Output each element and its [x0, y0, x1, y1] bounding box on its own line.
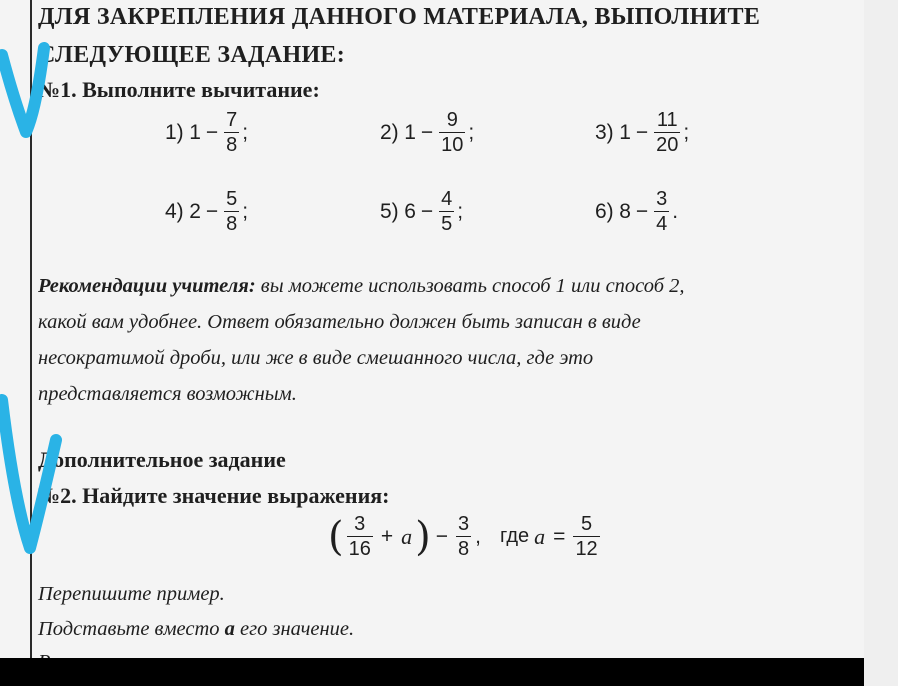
- task2-expression: ( $\frac{3}{16}$ + a ) − $\frac{3}{8}$ , где a = $\frac{5}{12}$: [328, 513, 598, 560]
- fraction: $\frac{4}{5}$: [441, 188, 453, 235]
- fraction: $\frac{11}{20}$: [656, 109, 679, 156]
- extra-task-title: Дополнительное задание: [38, 447, 286, 472]
- exercise-5: 5) 6 − $\frac{4}{5}$ ;: [380, 188, 464, 235]
- fraction: $\frac{3}{8}$: [458, 513, 470, 560]
- bottom-bar: [0, 658, 864, 686]
- exercise-3: 3) 1 − $\frac{11}{20}$ ;: [595, 109, 690, 156]
- task1-title: №1. Выполните вычитание:: [38, 77, 320, 102]
- fraction: $\frac{5}{12}$: [575, 513, 598, 560]
- teacher-recommendation: Рекомендации учителя: вы можете использовать способ 1 или способ 2, какой вам удобнее. Ответ обязательно должен быть записан в виде несократимой дроби, или же в виде смешанного числа, где это представляется возможным.: [38, 275, 685, 405]
- margin-line: [30, 0, 32, 658]
- fraction: $\frac{3}{4}$: [656, 188, 668, 235]
- instruction-2: Подставьте вместо a его значение.: [38, 618, 355, 640]
- exercise-2: 2) 1 − $\frac{9}{10}$ ;: [380, 109, 475, 156]
- fraction: $\frac{9}{10}$: [441, 109, 464, 156]
- fraction: $\frac{5}{8}$: [226, 188, 238, 235]
- recommendation-label: Рекомендации учителя:: [38, 275, 256, 297]
- exercise-6: 6) 8 − $\frac{3}{4}$ .: [595, 188, 679, 235]
- fraction: $\frac{3}{16}$: [348, 513, 371, 560]
- task2-title: №2. Найдите значение выражения:: [38, 483, 390, 508]
- heading-line-1: ДЛЯ ЗАКРЕПЛЕНИЯ ДАННОГО МАТЕРИАЛА, ВЫПОЛНИТЕ: [38, 4, 761, 30]
- exercise-4: 4) 2 − $\frac{5}{8}$ ;: [165, 188, 249, 235]
- heading-line-2: СЛЕДУЮЩЕЕ ЗАДАНИЕ:: [38, 42, 346, 68]
- exercise-1: 1) 1 − $\frac{7}{8}$ ;: [165, 109, 249, 156]
- instruction-1: Перепишите пример.: [38, 583, 225, 605]
- fraction: $\frac{7}{8}$: [226, 109, 238, 156]
